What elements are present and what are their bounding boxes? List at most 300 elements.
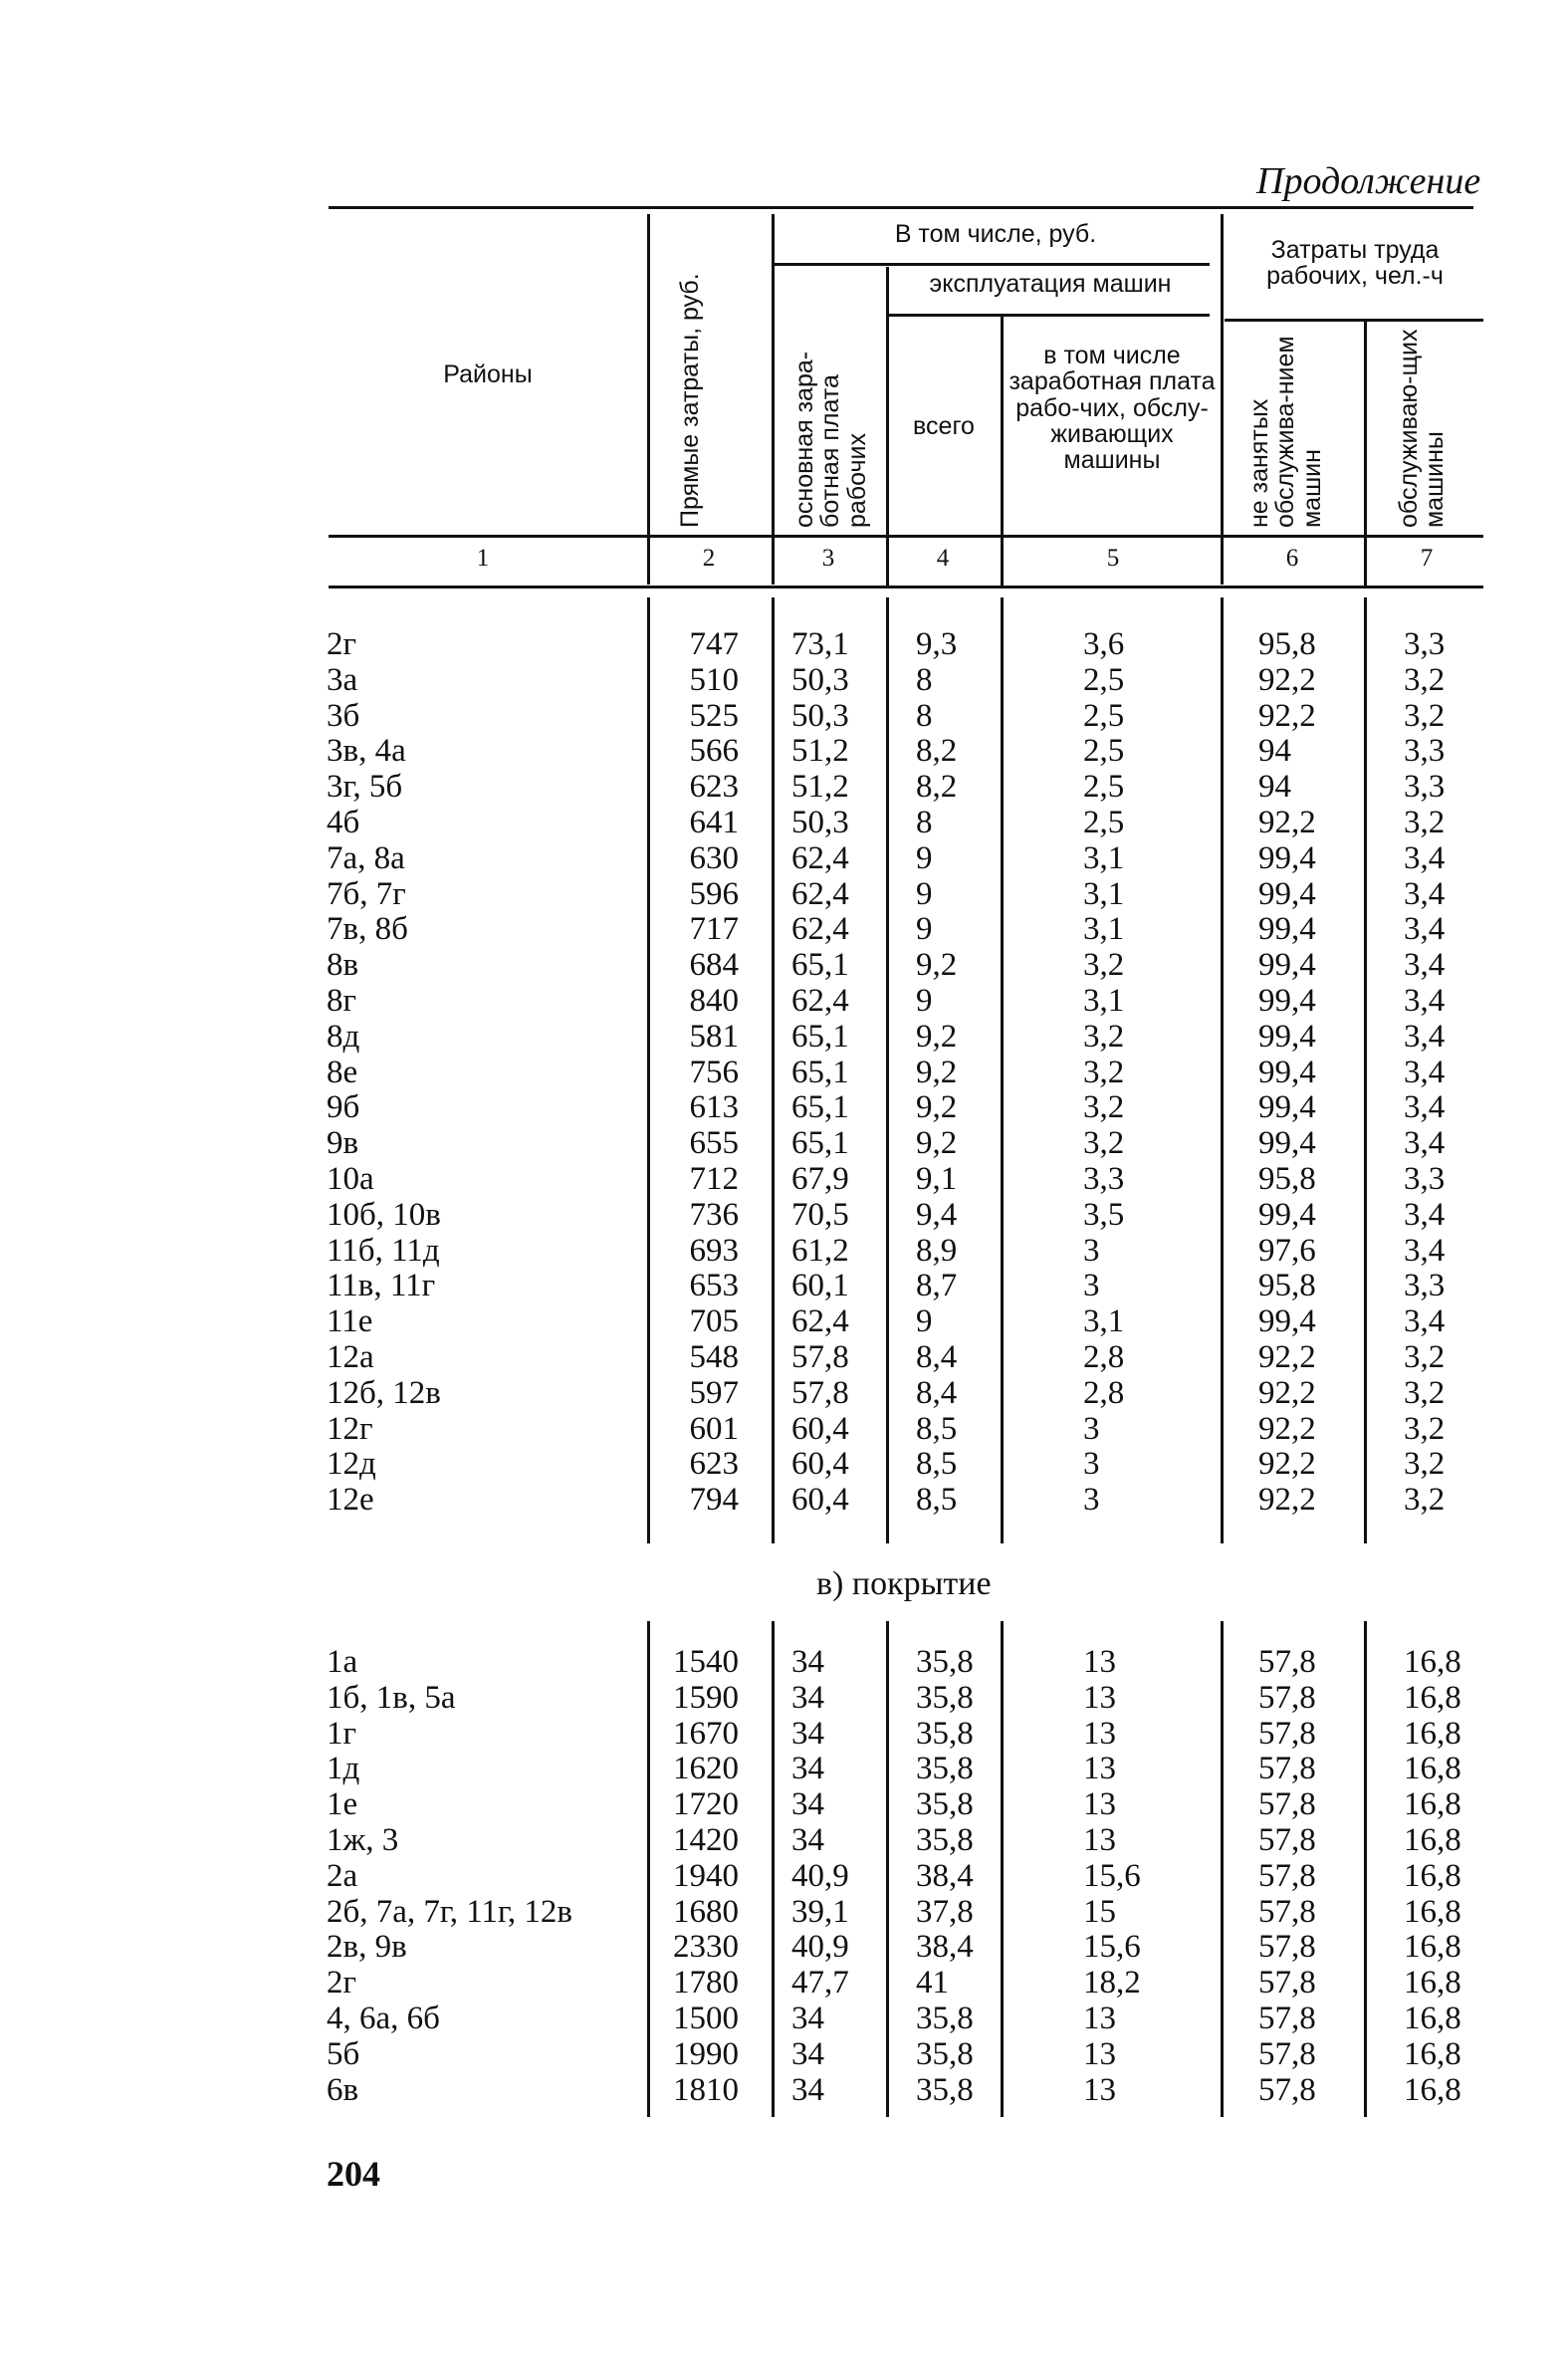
header-sub-rule-3 — [1225, 319, 1483, 322]
header-rayony: Районы — [443, 360, 533, 388]
table-cell: 70,5 — [791, 1196, 849, 1233]
table-cell: 1780 — [673, 1965, 739, 2002]
table-cell: 92,2 — [1258, 805, 1316, 840]
table-cell: 34 — [791, 1715, 824, 1752]
table-cell: 525 — [689, 697, 739, 734]
table-cell: 50,3 — [791, 661, 849, 698]
table-cell: 15 — [1083, 1893, 1116, 1930]
body-divider — [772, 597, 775, 1543]
header-divider — [647, 214, 650, 585]
table-cell: 13 — [1083, 1751, 1116, 1787]
table-cell: 34 — [791, 1786, 824, 1823]
district-cell: 9в — [327, 1125, 359, 1162]
table-cell: 9,1 — [916, 1161, 958, 1197]
table-cell: 99,4 — [1258, 875, 1316, 912]
table-cell: 50,3 — [791, 697, 849, 734]
table-cell: 613 — [689, 1089, 739, 1126]
table-cell: 8,2 — [916, 769, 958, 806]
table-cell: 57,8 — [1258, 1857, 1316, 1894]
table-cell: 34 — [791, 1751, 824, 1787]
table-cell: 3,2 — [1083, 947, 1125, 984]
table-cell: 62,4 — [791, 839, 849, 876]
header-v-tom-chisle-zp: в том числе заработная плата рабо-чих, обслу-живающих машины — [1008, 342, 1216, 474]
district-cell: 3в, 4а — [327, 733, 406, 770]
section-2-title: в) покрытие — [816, 1565, 992, 1602]
table-cell: 62,4 — [791, 1303, 849, 1340]
district-cell: 12г — [327, 1410, 373, 1447]
table-cell: 3,4 — [1404, 1089, 1446, 1126]
header-pryamye: Прямые затраты, руб. — [676, 273, 704, 528]
table-cell: 60,4 — [791, 1482, 849, 1519]
district-cell: 8е — [327, 1054, 358, 1090]
district-cell: 7в, 8б — [327, 911, 408, 948]
header-sub-rule-2 — [886, 314, 1210, 317]
district-cell: 1д — [327, 1751, 360, 1787]
table-cell: 13 — [1083, 1679, 1116, 1716]
table-cell: 3,3 — [1404, 769, 1446, 806]
table-cell: 8 — [916, 697, 933, 734]
table-cell: 16,8 — [1404, 1893, 1461, 1930]
district-cell: 8д — [327, 1018, 360, 1055]
column-number: 7 — [1420, 545, 1434, 572]
table-cell: 9,2 — [916, 1089, 958, 1126]
header-v-tom-chisle: В том числе, руб. — [894, 220, 1097, 248]
table-cell: 57,8 — [1258, 2071, 1316, 2108]
header-zatraty-truda: Затраты труда рабочих, чел.-ч — [1266, 236, 1444, 291]
table-cell: 630 — [689, 839, 739, 876]
table-cell: 65,1 — [791, 947, 849, 984]
district-cell: 4, 6а, 6б — [327, 2001, 440, 2036]
table-cell: 8 — [916, 661, 933, 698]
district-cell: 7б, 7г — [327, 875, 406, 912]
table-cell: 3,5 — [1083, 1196, 1125, 1233]
table-cell: 9 — [916, 875, 933, 912]
table-cell: 3,4 — [1404, 1196, 1446, 1233]
table-cell: 717 — [689, 911, 739, 948]
continued-label: Продолжение — [1256, 160, 1481, 202]
table-cell: 747 — [689, 626, 739, 662]
table-cell: 2,5 — [1083, 661, 1125, 698]
table-cell: 15,6 — [1083, 1929, 1141, 1966]
table-cell: 95,8 — [1258, 1161, 1316, 1197]
table-cell: 95,8 — [1258, 626, 1316, 662]
table-cell: 35,8 — [916, 2001, 974, 2036]
table-cell: 2,5 — [1083, 769, 1125, 806]
table-cell: 653 — [689, 1268, 739, 1304]
table-cell: 9,3 — [916, 626, 958, 662]
district-cell: 10б, 10в — [327, 1196, 441, 1233]
district-cell: 2г — [327, 626, 357, 662]
table-cell: 3,1 — [1083, 983, 1125, 1019]
table-cell: 16,8 — [1404, 2001, 1461, 2036]
table-cell: 581 — [689, 1018, 739, 1055]
table-cell: 57,8 — [1258, 1786, 1316, 1823]
table-cell: 57,8 — [791, 1374, 849, 1411]
body-divider — [886, 1621, 889, 2117]
body-divider — [1001, 1621, 1004, 2117]
table-cell: 3,2 — [1404, 805, 1446, 840]
table-cell: 60,1 — [791, 1268, 849, 1304]
table-cell: 35,8 — [916, 2035, 974, 2072]
district-cell: 1е — [327, 1786, 358, 1823]
table-cell: 3,2 — [1404, 697, 1446, 734]
table-cell: 9 — [916, 839, 933, 876]
table-cell: 3,4 — [1404, 947, 1446, 984]
district-cell: 2б, 7а, 7г, 11г, 12в — [327, 1893, 572, 1930]
table-cell: 34 — [791, 1822, 824, 1858]
table-cell: 712 — [689, 1161, 739, 1197]
table-cell: 794 — [689, 1482, 739, 1519]
table-cell: 566 — [689, 733, 739, 770]
table-cell: 99,4 — [1258, 839, 1316, 876]
table-cell: 65,1 — [791, 1125, 849, 1162]
table-cell: 16,8 — [1404, 1679, 1461, 1716]
table-cell: 35,8 — [916, 1715, 974, 1752]
table-cell: 9,2 — [916, 1054, 958, 1090]
table-cell: 3,4 — [1404, 1054, 1446, 1090]
district-cell: 5б — [327, 2035, 360, 2072]
table-cell: 8,5 — [916, 1446, 958, 1483]
table-cell: 65,1 — [791, 1089, 849, 1126]
table-cell: 16,8 — [1404, 1965, 1461, 2002]
district-cell: 7а, 8а — [327, 839, 405, 876]
district-cell: 12е — [327, 1482, 374, 1519]
table-cell: 57,8 — [1258, 1965, 1316, 2002]
table-cell: 99,4 — [1258, 1018, 1316, 1055]
table-cell: 9,2 — [916, 1018, 958, 1055]
header-osnovnaya: основная зара-ботная плата рабочих — [790, 351, 871, 528]
table-cell: 99,4 — [1258, 1089, 1316, 1126]
table-cell: 510 — [689, 661, 739, 698]
header-divider — [1364, 321, 1367, 586]
table-cell: 3,2 — [1083, 1054, 1125, 1090]
table-cell: 9 — [916, 911, 933, 948]
table-cell: 92,2 — [1258, 1410, 1316, 1447]
table-cell: 3,2 — [1083, 1018, 1125, 1055]
table-cell: 1420 — [673, 1822, 739, 1858]
header-bottom-rule — [329, 535, 1483, 538]
table-cell: 705 — [689, 1303, 739, 1340]
table-cell: 1620 — [673, 1751, 739, 1787]
table-cell: 57,8 — [1258, 2001, 1316, 2036]
table-cell: 34 — [791, 2035, 824, 2072]
table-cell: 8,5 — [916, 1482, 958, 1519]
table-cell: 3,4 — [1404, 1125, 1446, 1162]
table-cell: 548 — [689, 1339, 739, 1375]
district-cell: 2а — [327, 1857, 358, 1894]
table-cell: 61,2 — [791, 1232, 849, 1269]
table-cell: 13 — [1083, 1644, 1116, 1680]
table-cell: 840 — [689, 983, 739, 1019]
table-cell: 736 — [689, 1196, 739, 1233]
table-cell: 1540 — [673, 1644, 739, 1680]
table-cell: 8 — [916, 805, 933, 840]
table-cell: 3,2 — [1404, 661, 1446, 698]
table-cell: 57,8 — [1258, 1893, 1316, 1930]
district-cell: 11в, 11г — [327, 1268, 436, 1304]
table-cell: 596 — [689, 875, 739, 912]
table-cell: 1810 — [673, 2071, 739, 2108]
table-cell: 16,8 — [1404, 1751, 1461, 1787]
table-cell: 3,3 — [1404, 626, 1446, 662]
table-cell: 40,9 — [791, 1857, 849, 1894]
header-divider — [1001, 317, 1004, 586]
district-cell: 11е — [327, 1303, 373, 1340]
table-cell: 3,2 — [1404, 1374, 1446, 1411]
district-cell: 9б — [327, 1089, 360, 1126]
table-cell: 3,1 — [1083, 875, 1125, 912]
table-cell: 65,1 — [791, 1054, 849, 1090]
header-divider — [772, 214, 775, 585]
table-cell: 1720 — [673, 1786, 739, 1823]
table-cell: 60,4 — [791, 1446, 849, 1483]
header-obsluzhivayushchih: обслуживаю-щих машины — [1395, 329, 1450, 528]
column-number: 1 — [476, 545, 490, 572]
table-cell: 1990 — [673, 2035, 739, 2072]
table-cell: 73,1 — [791, 626, 849, 662]
table-cell: 655 — [689, 1125, 739, 1162]
table-cell: 3,2 — [1404, 1339, 1446, 1375]
district-cell: 12а — [327, 1339, 374, 1375]
table-cell: 2,8 — [1083, 1339, 1125, 1375]
table-cell: 3,1 — [1083, 911, 1125, 948]
table-cell: 3 — [1083, 1482, 1100, 1519]
district-cell: 4б — [327, 805, 360, 840]
header-sub-rule-1 — [772, 263, 1210, 266]
district-cell: 3б — [327, 697, 360, 734]
table-cell: 3,6 — [1083, 626, 1125, 662]
table-cell: 92,2 — [1258, 1446, 1316, 1483]
table-cell: 13 — [1083, 2035, 1116, 2072]
district-cell: 8в — [327, 947, 359, 984]
table-cell: 3,2 — [1404, 1446, 1446, 1483]
table-cell: 34 — [791, 1644, 824, 1680]
table-cell: 13 — [1083, 2071, 1116, 2108]
table-cell: 97,6 — [1258, 1232, 1316, 1269]
district-cell: 8г — [327, 983, 357, 1019]
body-divider — [772, 1621, 775, 2117]
district-cell: 10а — [327, 1161, 374, 1197]
table-cell: 38,4 — [916, 1929, 974, 1966]
table-cell: 57,8 — [1258, 1679, 1316, 1716]
table-cell: 13 — [1083, 1715, 1116, 1752]
table-cell: 67,9 — [791, 1161, 849, 1197]
body-divider — [1001, 597, 1004, 1543]
district-cell: 2г — [327, 1965, 357, 2002]
table-cell: 16,8 — [1404, 1929, 1461, 1966]
body-divider — [886, 597, 889, 1543]
table-cell: 94 — [1258, 769, 1291, 806]
table-cell: 16,8 — [1404, 2035, 1461, 2072]
table-cell: 94 — [1258, 733, 1291, 770]
table-cell: 16,8 — [1404, 1857, 1461, 1894]
table-cell: 8,9 — [916, 1232, 958, 1269]
table-cell: 65,1 — [791, 1018, 849, 1055]
table-cell: 3,3 — [1083, 1161, 1125, 1197]
district-cell: 1ж, 3 — [327, 1822, 399, 1858]
table-cell: 3,4 — [1404, 875, 1446, 912]
table-cell: 57,8 — [1258, 1715, 1316, 1752]
table-cell: 3 — [1083, 1232, 1100, 1269]
district-cell: 12д — [327, 1446, 376, 1483]
table-cell: 40,9 — [791, 1929, 849, 1966]
table-cell: 3,2 — [1083, 1125, 1125, 1162]
table-cell: 57,8 — [1258, 1751, 1316, 1787]
table-cell: 99,4 — [1258, 1196, 1316, 1233]
table-cell: 2,8 — [1083, 1374, 1125, 1411]
table-cell: 3,2 — [1404, 1482, 1446, 1519]
table-cell: 1590 — [673, 1679, 739, 1716]
header-ekspluataciya: эксплуатация машин — [929, 270, 1172, 298]
district-cell: 1б, 1в, 5а — [327, 1679, 456, 1716]
table-cell: 8,4 — [916, 1339, 958, 1375]
table-cell: 3,4 — [1404, 1232, 1446, 1269]
table-cell: 3,3 — [1404, 733, 1446, 770]
table-cell: 99,4 — [1258, 1054, 1316, 1090]
table-cell: 92,2 — [1258, 697, 1316, 734]
table-cell: 57,8 — [791, 1339, 849, 1375]
table-cell: 684 — [689, 947, 739, 984]
header-divider — [1221, 214, 1224, 585]
table-cell: 3,4 — [1404, 839, 1446, 876]
table-cell: 57,8 — [1258, 1929, 1316, 1966]
table-cell: 597 — [689, 1374, 739, 1411]
table-cell: 60,4 — [791, 1410, 849, 1447]
table-cell: 2330 — [673, 1929, 739, 1966]
table-cell: 13 — [1083, 1786, 1116, 1823]
table-cell: 3,4 — [1404, 1018, 1446, 1055]
table-cell: 95,8 — [1258, 1268, 1316, 1304]
column-number: 6 — [1285, 545, 1299, 572]
table-cell: 9 — [916, 1303, 933, 1340]
table-cell: 47,7 — [791, 1965, 849, 2002]
table-cell: 13 — [1083, 2001, 1116, 2036]
table-cell: 3 — [1083, 1410, 1100, 1447]
table-cell: 9,2 — [916, 947, 958, 984]
table-cell: 8,2 — [916, 733, 958, 770]
table-cell: 57,8 — [1258, 1644, 1316, 1680]
table-cell: 16,8 — [1404, 1644, 1461, 1680]
body-divider — [1364, 1621, 1367, 2117]
table-cell: 1940 — [673, 1857, 739, 1894]
table-cell: 50,3 — [791, 805, 849, 840]
table-cell: 3,1 — [1083, 1303, 1125, 1340]
table-cell: 1680 — [673, 1893, 739, 1930]
body-divider — [1221, 1621, 1224, 2117]
table-cell: 9 — [916, 983, 933, 1019]
table-cell: 16,8 — [1404, 1786, 1461, 1823]
table-cell: 35,8 — [916, 1644, 974, 1680]
table-cell: 8,7 — [916, 1268, 958, 1304]
table-cell: 38,4 — [916, 1857, 974, 1894]
district-cell: 3г, 5б — [327, 769, 403, 806]
table-cell: 99,4 — [1258, 1303, 1316, 1340]
body-divider — [1364, 597, 1367, 1543]
table-cell: 34 — [791, 2001, 824, 2036]
table-cell: 3,4 — [1404, 983, 1446, 1019]
table-cell: 35,8 — [916, 1679, 974, 1716]
table-cell: 57,8 — [1258, 2035, 1316, 2072]
table-cell: 2,5 — [1083, 733, 1125, 770]
table-cell: 37,8 — [916, 1893, 974, 1930]
table-cell: 623 — [689, 769, 739, 806]
table-cell: 15,6 — [1083, 1857, 1141, 1894]
table-cell: 16,8 — [1404, 1822, 1461, 1858]
table-cell: 92,2 — [1258, 1482, 1316, 1519]
table-cell: 13 — [1083, 1822, 1116, 1858]
table-cell: 41 — [916, 1965, 949, 2002]
table-cell: 3,3 — [1404, 1268, 1446, 1304]
table-cell: 623 — [689, 1446, 739, 1483]
column-number: 2 — [702, 545, 716, 572]
table-cell: 62,4 — [791, 983, 849, 1019]
table-cell: 62,4 — [791, 875, 849, 912]
district-cell: 2в, 9в — [327, 1929, 407, 1966]
table-cell: 3,2 — [1404, 1410, 1446, 1447]
table-cell: 9,2 — [916, 1125, 958, 1162]
table-cell: 51,2 — [791, 733, 849, 770]
column-number: 3 — [821, 545, 835, 572]
table-cell: 99,4 — [1258, 983, 1316, 1019]
table-cell: 693 — [689, 1232, 739, 1269]
table-cell: 99,4 — [1258, 1125, 1316, 1162]
table-cell: 3 — [1083, 1268, 1100, 1304]
table-cell: 2,5 — [1083, 697, 1125, 734]
table-cell: 51,2 — [791, 769, 849, 806]
table-cell: 2,5 — [1083, 805, 1125, 840]
table-cell: 3 — [1083, 1446, 1100, 1483]
column-number: 5 — [1106, 545, 1120, 572]
page-number: 204 — [327, 2154, 380, 2194]
table-cell: 16,8 — [1404, 1715, 1461, 1752]
table-cell: 3,2 — [1083, 1089, 1125, 1126]
table-cell: 601 — [689, 1410, 739, 1447]
table-cell: 35,8 — [916, 2071, 974, 2108]
table-cell: 99,4 — [1258, 947, 1316, 984]
table-cell: 35,8 — [916, 1786, 974, 1823]
district-cell: 6в — [327, 2071, 359, 2108]
district-cell: 12б, 12в — [327, 1374, 441, 1411]
body-divider — [1221, 597, 1224, 1543]
table-top-rule — [329, 206, 1473, 209]
colnum-bottom-rule — [329, 586, 1483, 589]
district-cell: 3а — [327, 661, 358, 698]
table-cell: 16,8 — [1404, 2071, 1461, 2108]
table-cell: 92,2 — [1258, 1374, 1316, 1411]
table-cell: 18,2 — [1083, 1965, 1141, 2002]
header-ne-zanyatyh: не занятых обслужива-нием машин — [1245, 336, 1326, 528]
table-cell: 34 — [791, 1679, 824, 1716]
header-vsego: всего — [913, 412, 975, 440]
district-cell: 1г — [327, 1715, 357, 1752]
table-cell: 756 — [689, 1054, 739, 1090]
table-cell: 3,4 — [1404, 1303, 1446, 1340]
table-cell: 641 — [689, 805, 739, 840]
table-cell: 1670 — [673, 1715, 739, 1752]
table-cell: 62,4 — [791, 911, 849, 948]
table-cell: 8,4 — [916, 1374, 958, 1411]
table-cell: 3,1 — [1083, 839, 1125, 876]
table-cell: 8,5 — [916, 1410, 958, 1447]
district-cell: 1а — [327, 1644, 358, 1680]
column-number: 4 — [936, 545, 950, 572]
table-cell: 9,4 — [916, 1196, 958, 1233]
table-cell: 1500 — [673, 2001, 739, 2036]
table-cell: 34 — [791, 2071, 824, 2108]
table-cell: 39,1 — [791, 1893, 849, 1930]
table-cell: 3,3 — [1404, 1161, 1446, 1197]
table-cell: 99,4 — [1258, 911, 1316, 948]
